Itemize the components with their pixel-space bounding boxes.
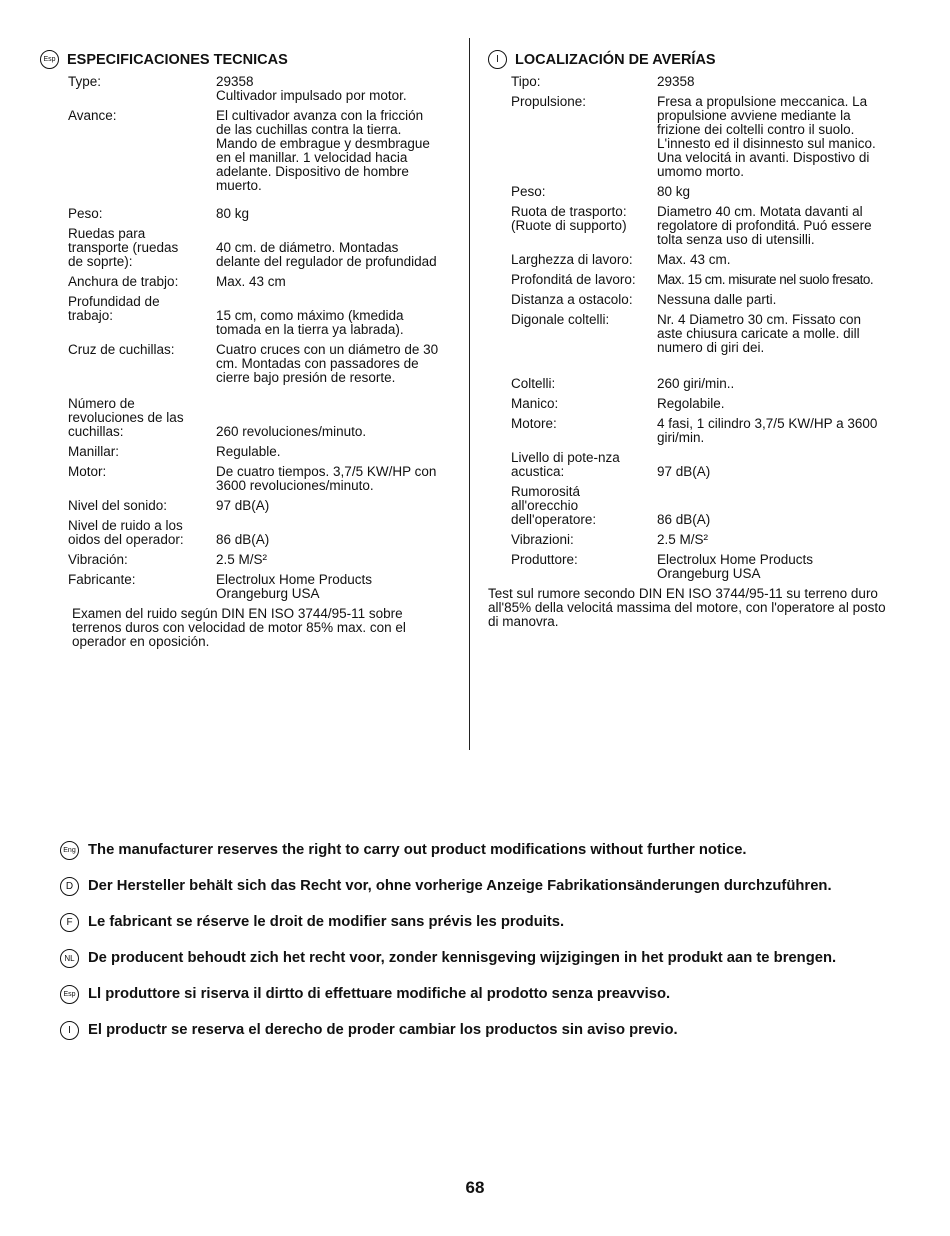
- spec-value: Max. 43 cm: [216, 274, 286, 289]
- spec-row: [40, 207, 455, 221]
- notice-text: Le fabricant se réserve le droit de modifier sans prévis les produits.: [88, 914, 565, 930]
- spec-row: [40, 75, 455, 103]
- spec-label: Cruz de cuchillas:: [68, 342, 175, 357]
- spec-row: [488, 313, 893, 355]
- spec-label: Rumorositá all'orecchio dell'operatore:: [511, 484, 597, 527]
- spec-row: [40, 553, 455, 567]
- spec-label: Ruedas para transporte (ruedas de soprte):: [68, 226, 179, 269]
- spec-row: [488, 451, 893, 479]
- section-title: ESPECIFICACIONES TECNICAS: [67, 51, 288, 68]
- spec-row: [488, 205, 893, 247]
- spec-value: 80 kg: [216, 206, 250, 221]
- spec-row: [488, 185, 893, 199]
- spec-label: Peso:: [511, 184, 546, 199]
- spec-row: [488, 95, 893, 179]
- spec-value: Diametro 40 cm. Motata davanti al regolatore di profonditá. Puó essere tolta senza uso di utensilli.: [657, 204, 872, 247]
- spec-value: Electrolux Home Products Orangeburg USA: [216, 572, 373, 601]
- spec-section-italian: [488, 50, 893, 629]
- language-badge-icon: F: [60, 913, 79, 932]
- spec-value: Regolabile.: [657, 396, 725, 411]
- notice-item: [60, 904, 910, 940]
- spec-label: Type:: [68, 74, 102, 89]
- spec-label: Profundidad de trabajo:: [68, 294, 160, 323]
- spec-row: [488, 377, 893, 391]
- spec-row: [488, 293, 893, 307]
- spec-row: [488, 397, 893, 411]
- notice-item: [60, 868, 910, 904]
- language-badge-icon: Esp: [60, 985, 79, 1004]
- spec-value: 29358 Cultivador impulsado por motor.: [216, 74, 407, 103]
- section-heading: [488, 50, 893, 69]
- spec-label: Produttore:: [511, 552, 578, 567]
- spec-value: 80 kg: [657, 184, 691, 199]
- spec-label: Fabricante:: [68, 572, 136, 587]
- noise-test-note: Test sul rumore secondo DIN EN ISO 3744/95-11 su terreno duro all'85% della velocitá massima del motore, con l'operatore al posto di manovra.: [488, 586, 886, 629]
- spec-label: Manico:: [511, 396, 559, 411]
- language-badge-icon: Eng: [60, 841, 79, 860]
- spec-row: [488, 485, 893, 527]
- spec-row: [40, 295, 455, 337]
- notice-item: [60, 1012, 910, 1048]
- modification-notices: [60, 832, 910, 1048]
- spec-row: [488, 253, 893, 267]
- spec-value: 29358: [657, 74, 695, 89]
- spec-value: 260 giri/min..: [657, 376, 735, 391]
- spec-row: [488, 533, 893, 547]
- spec-value: De cuatro tiempos. 3,7/5 KW/HP con 3600 revoluciones/minuto.: [216, 464, 437, 493]
- page-number: 68: [465, 1178, 485, 1197]
- spec-value: 86 dB(A): [216, 532, 270, 547]
- spec-row: [40, 445, 455, 459]
- spec-label: Distanza a ostacolo:: [511, 292, 633, 307]
- spec-row: [40, 343, 455, 385]
- spec-row: [40, 227, 455, 269]
- language-badge-icon: I: [60, 1021, 79, 1040]
- spec-label: Número de revoluciones de las cuchillas:: [68, 396, 184, 439]
- section-heading: [40, 50, 455, 69]
- spec-label: Nivel del sonido:: [68, 498, 168, 513]
- spec-label: Motor:: [68, 464, 107, 479]
- column-divider: [469, 38, 470, 750]
- notice-text: Ll produttore si riserva il dirtto di effettuare modifiche al prodotto senza preavviso.: [88, 986, 671, 1002]
- notice-item: [60, 832, 910, 868]
- spec-value: 2.5 M/S²: [657, 532, 709, 547]
- spec-section-spanish: [40, 50, 455, 649]
- spec-row: [40, 573, 455, 601]
- spec-value: 2.5 M/S²: [216, 552, 268, 567]
- spec-row: [488, 75, 893, 89]
- spec-value: 260 revoluciones/minuto.: [216, 424, 367, 439]
- spec-label: Tipo:: [511, 74, 541, 89]
- spec-value: 97 dB(A): [216, 498, 270, 513]
- spec-value: El cultivador avanza con la fricción de las cuchillas contra la tierra. Mando de embrague y desmbrague en el manillar. 1 velocidad hacia adelante. Dispositivo de hombre muerto.: [216, 108, 430, 193]
- spec-value: Fresa a propulsione meccanica. La propulsione avviene mediante la frizione dei coltelli contro il suolo. L'innesto ed il disinnesto sul manico. Una velocitá in avanti. Dispostivo di umomo morto.: [657, 94, 876, 179]
- language-badge-icon: Esp: [40, 50, 59, 69]
- spec-value: Regulable.: [216, 444, 281, 459]
- spec-label: Anchura de trabjo:: [68, 274, 179, 289]
- spec-row: [40, 465, 455, 493]
- spec-row: [40, 519, 455, 547]
- language-badge-icon: D: [60, 877, 79, 896]
- spec-value: Max. 43 cm.: [657, 252, 731, 267]
- spec-row: [488, 417, 893, 445]
- spec-value: Electrolux Home Products Orangeburg USA: [657, 552, 814, 581]
- notice-item: [60, 940, 910, 976]
- spec-label: Nivel de ruido a los oidos del operador:: [68, 518, 184, 547]
- spec-value: 15 cm, como máximo (kmedida tomada en la tierra ya labrada).: [216, 308, 404, 337]
- notice-item: [60, 976, 910, 1012]
- spec-value: 40 cm. de diámetro. Montadas delante del regulador de profundidad: [216, 240, 437, 269]
- spec-label: Vibrazioni:: [511, 532, 574, 547]
- spec-row: [488, 273, 893, 287]
- spec-label: Coltelli:: [511, 376, 556, 391]
- spec-label: Manillar:: [68, 444, 120, 459]
- spec-label: Propulsione:: [511, 94, 587, 109]
- spec-label: Profonditá de lavoro:: [511, 272, 636, 287]
- spec-row: [40, 499, 455, 513]
- notice-text: El productr se reserva el derecho de proder cambiar los productos sin aviso previo.: [88, 1022, 678, 1038]
- spec-value: Max. 15 cm. misurate nel suolo fresato.: [657, 272, 874, 287]
- noise-test-note: Examen del ruido según DIN EN ISO 3744/95-11 sobre terrenos duros con velocidad de motor 85% max. con el operador en oposición.: [72, 606, 406, 649]
- spec-label: Larghezza di lavoro:: [511, 252, 633, 267]
- notice-text: The manufacturer reserves the right to carry out product modifications without further notice.: [88, 842, 747, 858]
- spec-row: [40, 275, 455, 289]
- spec-value: 86 dB(A): [657, 512, 711, 527]
- spec-value: Nessuna dalle parti.: [657, 292, 777, 307]
- language-badge-icon: I: [488, 50, 507, 69]
- spec-row: [40, 109, 455, 193]
- language-badge-icon: NL: [60, 949, 79, 968]
- section-title: LOCALIZACIÓN DE AVERÍAS: [515, 51, 716, 68]
- spec-label: Ruota de trasporto: (Ruote di supporto): [511, 204, 627, 233]
- spec-label: Avance:: [68, 108, 117, 123]
- spec-row: [40, 397, 455, 439]
- spec-label: Motore:: [511, 416, 557, 431]
- spec-row: [488, 553, 893, 581]
- notice-text: Der Hersteller behält sich das Recht vor, ohne vorherige Anzeige Fabrikationsänderungen durchzuführen.: [88, 878, 832, 894]
- spec-value: Cuatro cruces con un diámetro de 30 cm. Montadas con passadores de cierre bajo presión de resorte.: [216, 342, 439, 385]
- spec-label: Vibración:: [68, 552, 128, 567]
- notice-text: De producent behoudt zich het recht voor, zonder kennisgeving wijzigingen in het produkt aan te brengen.: [88, 950, 837, 966]
- spec-value: 97 dB(A): [657, 464, 711, 479]
- spec-label: Livello di pote-nza acustica:: [511, 450, 620, 479]
- spec-value: 4 fasi, 1 cilindro 3,7/5 KW/HP a 3600 giri/min.: [657, 416, 878, 445]
- spec-label: Digonale coltelli:: [511, 312, 610, 327]
- spec-label: Peso:: [68, 206, 103, 221]
- spec-value: Nr. 4 Diametro 30 cm. Fissato con aste chiusura caricate a molle. dill numero di giri dei.: [657, 312, 862, 355]
